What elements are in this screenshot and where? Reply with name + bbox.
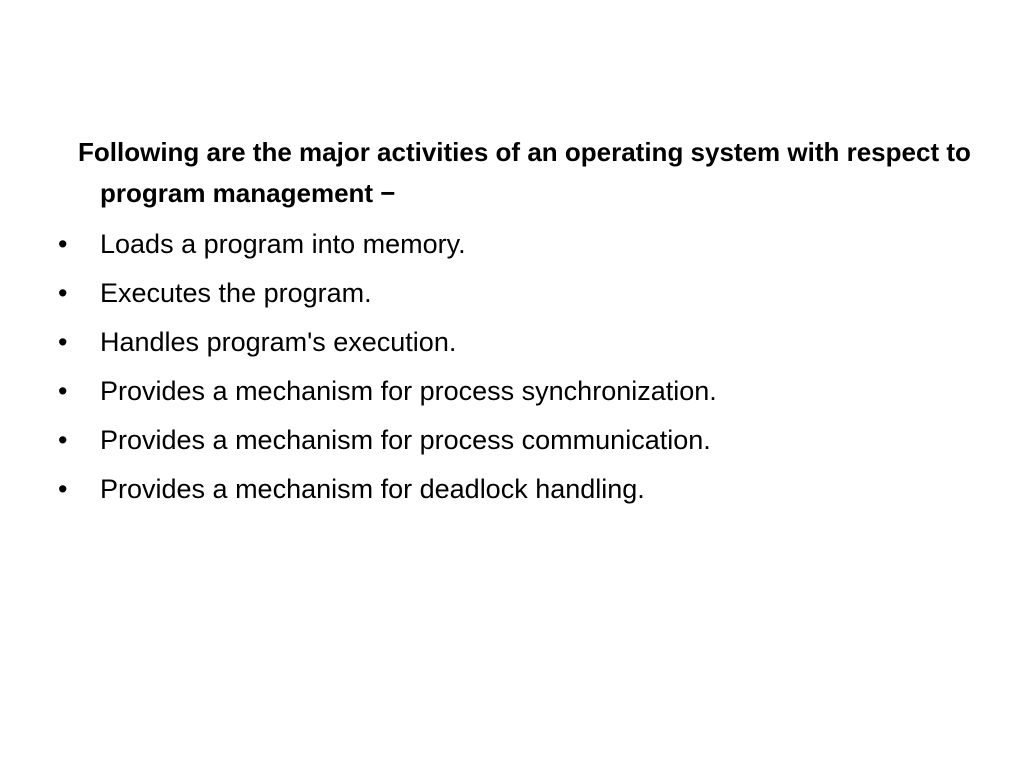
bullet-icon: • xyxy=(58,474,68,504)
slide-body xyxy=(56,132,986,514)
intro-heading: Following are the major activities of an operating system with respect to program management − xyxy=(78,137,971,208)
bullet-icon: • xyxy=(58,425,68,455)
bullet-icon: • xyxy=(58,327,68,357)
bullet-icon: • xyxy=(58,278,68,308)
list-item xyxy=(56,318,986,367)
list-item-text: Provides a mechanism for deadlock handling. xyxy=(100,474,645,504)
list-item xyxy=(56,269,986,318)
activity-list xyxy=(56,220,986,514)
list-item xyxy=(56,416,986,465)
list-item-text: Provides a mechanism for process communication. xyxy=(100,425,711,455)
list-item xyxy=(56,220,986,269)
list-item xyxy=(56,367,986,416)
list-item-text: Loads a program into memory. xyxy=(100,229,466,259)
list-item-text: Provides a mechanism for process synchronization. xyxy=(100,376,717,406)
list-item-text: Executes the program. xyxy=(100,278,372,308)
bullet-icon: • xyxy=(58,229,68,259)
bullet-icon: • xyxy=(58,376,68,406)
list-item xyxy=(56,465,986,514)
list-item-text: Handles program's execution. xyxy=(100,327,457,357)
